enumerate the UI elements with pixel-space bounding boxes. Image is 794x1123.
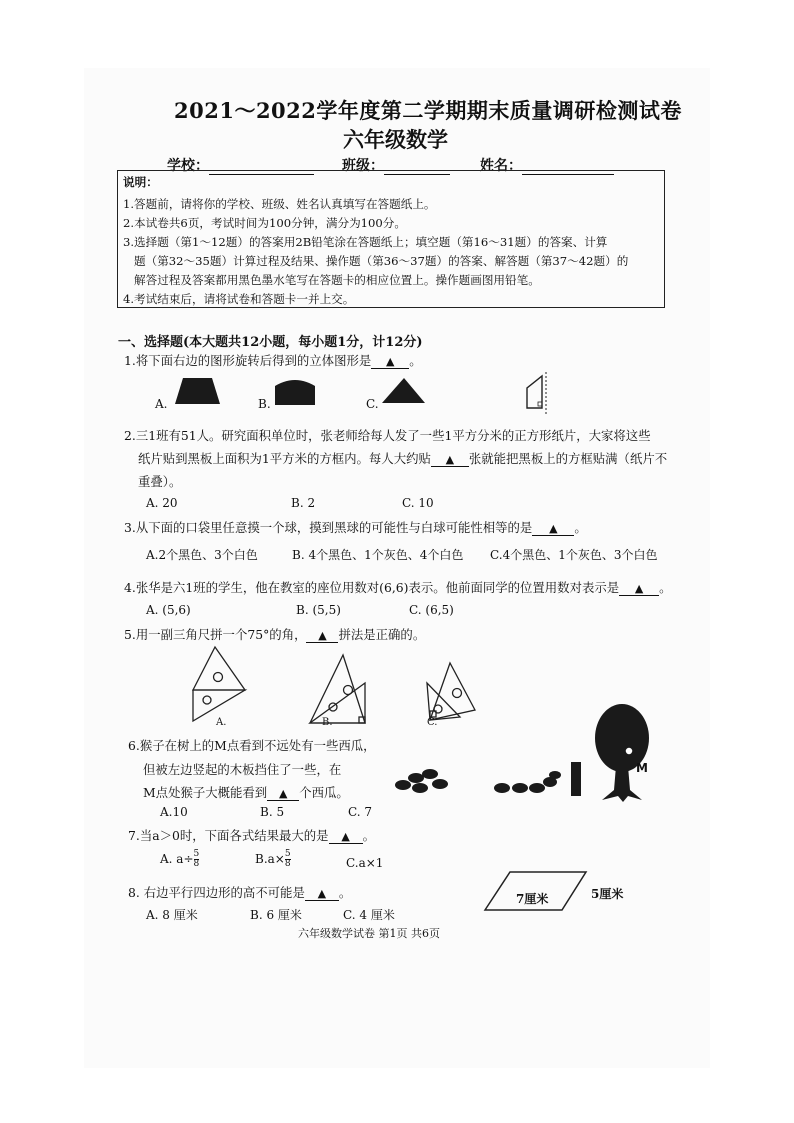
q3-option-b[interactable]: B. 4个黑色、1个灰色、4个白色 (292, 548, 464, 562)
base-label: 7厘米 (516, 892, 549, 906)
exam-title: 2021～2022学年度第二学期期末质量调研检测试卷 (174, 98, 682, 123)
q8-option-c[interactable]: C. 4 厘米 (343, 908, 395, 922)
q8-answer-blank[interactable] (305, 885, 339, 901)
q4-text: 4.张华是六1班的学生，他在教室的座位用数对(6,6)表示。他前面同学的位置用数对表示是 (124, 580, 620, 595)
answer-marker: ▲ (634, 582, 644, 595)
q5-option-b[interactable]: B. (322, 717, 333, 728)
fraction-denominator: 8 (193, 859, 200, 869)
fraction (194, 850, 200, 869)
cone-cylinder-shape (275, 380, 315, 405)
answer-marker: ▲ (386, 355, 395, 368)
set-square-a (193, 647, 245, 721)
q5-option-a[interactable]: A. (216, 717, 227, 728)
q3-option-c[interactable]: C.4个黑色、1个灰色、3个白色 (490, 548, 658, 562)
q6-option-a[interactable]: A.10 (160, 805, 188, 819)
side-label: 5厘米 (591, 887, 624, 901)
q3-text: 3.从下面的口袋里任意摸一个球，摸到黑球的可能性与白球可能性相等的是 (124, 520, 533, 535)
q2-line-2 (138, 449, 667, 467)
instruction-line: 1.答题前，请将你的学校、班级、姓名认真填写在答题纸上。 (123, 197, 436, 211)
q1-option-c[interactable]: C. (366, 397, 379, 411)
rotation-figure (527, 372, 546, 414)
q2-option-a[interactable]: A. 20 (146, 496, 178, 510)
q5-option-c[interactable]: C. (427, 717, 438, 728)
q2-option-b[interactable]: B. 2 (291, 496, 316, 510)
wooden-board (571, 762, 581, 796)
q5-answer-blank[interactable] (306, 627, 338, 643)
fraction-numerator: 5 (284, 849, 291, 859)
answer-marker: ▲ (317, 887, 327, 900)
q6-text: M点处猴子大概能看到 (143, 785, 268, 800)
q7-text: 7.当a＞0时，下面各式结果最大的是 (128, 828, 329, 843)
q1-end: 。 (409, 353, 422, 368)
question-8 (128, 883, 351, 901)
question-3 (124, 518, 587, 536)
q2-line-1: 2.三1班有51人。研究面积单位时，张老师给每人发了一些1平方分米的正方形纸片，大家将这些 (124, 428, 651, 443)
question-1 (124, 351, 422, 369)
q7-option-a-text: A. a÷ (160, 852, 194, 866)
instruction-line: 4.考试结束后，请将试卷和答题卡一并上交。 (123, 292, 355, 306)
answer-marker: ▲ (445, 453, 455, 466)
q7-option-a[interactable] (160, 850, 199, 869)
q1-text: 1.将下面右边的图形旋转后得到的立体图形是 (124, 353, 372, 368)
question-7 (128, 826, 375, 844)
q2-text-cont: 张就能把黑板上的方框贴满（纸片不 (468, 451, 668, 466)
set-square-b (310, 655, 365, 723)
q6-line-3 (143, 783, 349, 801)
instructions-heading: 说明： (123, 175, 158, 189)
watermelons (395, 769, 561, 793)
point-m-marker (625, 747, 633, 755)
q3-end: 。 (574, 520, 587, 535)
q6-option-b[interactable]: B. 5 (260, 805, 285, 819)
q6-text-cont: 个西瓜。 (299, 785, 349, 800)
q6-line-2: 但被左边竖起的木板挡住了一些，在 (143, 762, 342, 777)
instruction-line: 解答过程及答案都用黑色墨水笔写在答题卡的相应位置上。操作题画图用铅笔。 (134, 273, 540, 287)
q1-option-a[interactable]: A. (155, 397, 168, 411)
q3-option-a[interactable]: A.2个黑色、3个白色 (146, 548, 258, 562)
q5-end: 拼法是正确的。 (338, 627, 426, 642)
fraction-denominator: 8 (284, 859, 291, 869)
instructions-box (117, 170, 665, 308)
q6-line-1: 6.猴子在树上的M点看到不远处有一些西瓜， (128, 738, 376, 753)
answer-marker: ▲ (549, 522, 558, 535)
question-4 (124, 578, 672, 596)
field-class-label: 班级： (342, 158, 384, 174)
q4-option-c[interactable]: C. (6,5) (409, 603, 454, 617)
q4-option-b[interactable]: B. (5,5) (296, 603, 341, 617)
q6-answer-blank[interactable] (267, 785, 299, 801)
q7-end: 。 (362, 828, 375, 843)
q8-option-b[interactable]: B. 6 厘米 (250, 908, 302, 922)
answer-marker: ▲ (278, 787, 288, 800)
q5-text: 5.用一副三角尺拼一个75°的角， (124, 627, 307, 642)
q7-option-b[interactable] (255, 850, 291, 869)
q4-answer-blank[interactable] (619, 580, 659, 596)
q6-option-c[interactable]: C. 7 (348, 805, 373, 819)
fraction-numerator: 5 (193, 849, 200, 859)
frustum-shape (175, 378, 220, 404)
q2-line-3: 重叠）。 (138, 474, 182, 489)
instruction-line: 题（第32～35题）计算过程及结果、操作题（第36～37题）的答案、解答题（第37～42题）的 (134, 254, 629, 268)
page-footer: 六年级数学试卷 第1页 共6页 (298, 927, 440, 940)
q1-figures (160, 372, 660, 417)
question-5 (124, 625, 425, 643)
point-m-label: M (636, 761, 648, 775)
answer-marker: ▲ (318, 629, 327, 642)
q4-option-a[interactable]: A. (5,6) (146, 603, 191, 617)
q2-option-c[interactable]: C. 10 (402, 496, 434, 510)
q7-option-b-text: B.a× (255, 852, 285, 866)
section-heading: 一、选择题(本大题共12小题，每小题1分，计12分) (118, 335, 423, 350)
q7-option-c[interactable]: C.a×1 (346, 856, 384, 870)
tree (595, 704, 649, 802)
field-name-label: 姓名： (480, 158, 522, 174)
q7-answer-blank[interactable] (329, 828, 363, 844)
q3-answer-blank[interactable] (532, 520, 574, 536)
instruction-line: 3.选择题（第1～12题）的答案用2B铅笔涂在答题纸上；填空题（第16～31题）的答案、计算 (123, 235, 608, 249)
q4-end: 。 (659, 580, 672, 595)
q1-option-b[interactable]: B. (258, 397, 271, 411)
q8-end: 。 (338, 885, 352, 900)
q2-text: 纸片贴到黑板上面积为1平方米的方框内。每人大约贴 (138, 451, 431, 466)
q1-answer-blank[interactable] (371, 353, 409, 369)
fraction (285, 850, 291, 869)
exam-subtitle: 六年级数学 (343, 127, 448, 152)
q8-option-a[interactable]: A. 8 厘米 (146, 908, 198, 922)
instruction-line: 2.本试卷共6页，考试时间为100分钟，满分为100分。 (123, 216, 406, 230)
q2-answer-blank[interactable] (431, 451, 469, 467)
answer-marker: ▲ (341, 830, 350, 843)
q8-text: 8. 右边平行四边形的高不可能是 (128, 885, 305, 900)
field-school-label: 学校： (167, 158, 209, 174)
q6-watermelon-scene (380, 698, 680, 806)
cone-shape (382, 378, 425, 403)
